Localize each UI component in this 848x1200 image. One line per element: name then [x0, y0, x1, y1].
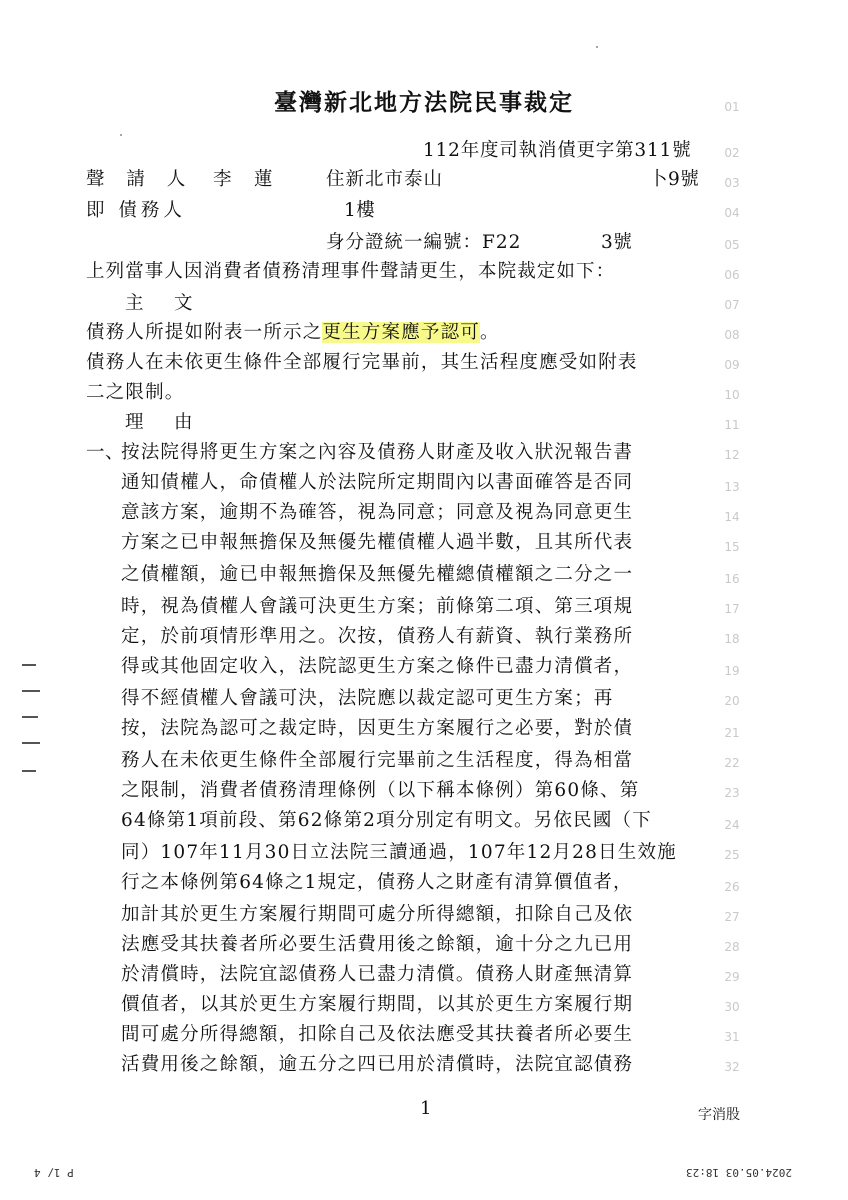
- reason-line: 行之本條例第64條之1規定，債務人之財產有清算價值者，: [121, 872, 633, 893]
- reason-line: 時，視為債權人會議可決更生方案；前條第二項、第三項規: [121, 596, 634, 617]
- reason-line: 得不經債權人會議可決，法院應以裁定認可更生方案；再: [121, 688, 614, 709]
- scan-speck: [120, 134, 122, 136]
- line-number: 26: [724, 880, 740, 894]
- line-number: 21: [724, 726, 740, 740]
- reason-line: 按，法院為認可之裁定時，因更生方案履行之必要，對於債: [121, 718, 634, 739]
- line-number: 23: [724, 786, 740, 800]
- binding-mark: [22, 770, 36, 772]
- line-number: 31: [724, 1030, 740, 1044]
- reason-line: 通知債權人，命債權人於法院所定期間內以書面確答是否同: [121, 472, 634, 493]
- reason-line: 價值者，以其於更生方案履行期間，以其於更生方案履行期: [121, 994, 634, 1015]
- line-number: 15: [724, 540, 740, 554]
- line-number: 16: [724, 572, 740, 586]
- reason-line: 活費用後之餘額，逾五分之四已用於清償時，法院宜認債務: [121, 1054, 634, 1075]
- reason-line: 得或其他固定收入，法院認更生方案之條件已盡力清償者，: [121, 656, 634, 677]
- applicant-label: 聲 請 人: [86, 169, 194, 190]
- binding-mark: [22, 664, 36, 666]
- fax-page-indicator: P 1/ 4: [34, 1166, 74, 1179]
- line-number: 20: [724, 694, 740, 708]
- binding-mark: [22, 690, 40, 692]
- id-number: 身分證統一編號：F22: [326, 232, 522, 253]
- address-line2: 1樓: [344, 200, 376, 221]
- ruling-item-2-line1: 債務人在未依更生條件全部履行完畢前，其生活程度應受如附表: [86, 352, 638, 373]
- reason-line: 方案之已申報無擔保及無優先權債權人過半數，且其所代表: [121, 532, 634, 553]
- reason-line: 於清償時，法院宜認債務人已盡力清償。債務人財產無清算: [121, 964, 634, 985]
- main-heading: 主 文: [125, 293, 199, 314]
- line-number: 25: [724, 848, 740, 862]
- line-number: 08: [724, 328, 740, 342]
- line-number: 30: [724, 1000, 740, 1014]
- reason-heading: 理 由: [125, 412, 199, 433]
- line-number: 14: [724, 510, 740, 524]
- ruling1-prefix: 債務人所提如附表一所示之: [86, 322, 323, 343]
- ruling1-highlight: 更生方案應予認可: [322, 322, 481, 343]
- address-suffix: 卜9號: [649, 169, 700, 190]
- reason-line: 之限制，消費者債務清理條例（以下稱本條例）第60條、第: [121, 780, 640, 801]
- applicant-name: 李 蓮: [213, 169, 275, 190]
- case-number: 112年度司執消債更字第311號: [423, 140, 692, 161]
- line-number: 27: [724, 910, 740, 924]
- reason-marker: 一、: [86, 442, 125, 463]
- reason-line: 按法院得將更生方案之內容及債務人財產及收入狀況報告書: [121, 442, 634, 463]
- page-number: 1: [420, 1098, 432, 1119]
- line-number: 05: [724, 238, 740, 252]
- address-line1: 住新北市泰山: [326, 169, 444, 190]
- id-suffix: 3號: [601, 232, 633, 253]
- line-number: 32: [724, 1060, 740, 1074]
- line-number: 19: [724, 664, 740, 678]
- binding-mark: [22, 716, 38, 718]
- line-number: 29: [724, 970, 740, 984]
- line-number: 11: [724, 418, 740, 432]
- line-number: 03: [724, 176, 740, 190]
- reason-line: 意該方案，逾期不為確答，視為同意；同意及視為同意更生: [121, 502, 634, 523]
- reason-line: 加計其於更生方案履行期間可處分所得總額，扣除自己及依: [121, 904, 634, 925]
- document-title: 臺灣新北地方法院民事裁定: [274, 89, 574, 116]
- fax-timestamp: 2024.05.03 18:23: [686, 1166, 792, 1179]
- scan-speck: [596, 46, 598, 48]
- line-number: 09: [724, 358, 740, 372]
- line-number: 06: [724, 268, 740, 282]
- ruling-item-2-line2: 二之限制。: [86, 382, 185, 403]
- reason-line: 間可處分所得總額，扣除自己及依法應受其扶養者所必要生: [121, 1024, 634, 1045]
- reason-line: 同）107年11月30日立法院三讀通過，107年12月28日生效施: [121, 842, 677, 863]
- clerk-unit: 字消股: [698, 1107, 740, 1123]
- reason-line: 法應受其扶養者所必要生活費用後之餘額，逾十分之九已用: [121, 934, 634, 955]
- line-number: 12: [724, 448, 740, 462]
- reason-line: 務人在未依更生條件全部履行完畢前之生活程度，得為相當: [121, 750, 634, 771]
- reason-line: 64條第1項前段、第62條第2項分別定有明文。另依民國（下: [121, 810, 652, 831]
- line-number: 18: [724, 632, 740, 646]
- line-number: 17: [724, 602, 740, 616]
- ruling1-end: 。: [480, 322, 500, 343]
- reason-line: 定，於前項情形準用之。次按，債務人有薪資、執行業務所: [121, 626, 634, 647]
- ruling-item-1: [86, 318, 500, 348]
- line-number: 02: [724, 146, 740, 160]
- intro-paragraph: 上列當事人因消費者債務清理事件聲請更生，本院裁定如下：: [86, 261, 616, 282]
- line-number: 22: [724, 756, 740, 770]
- line-number: 13: [724, 480, 740, 494]
- line-number: 10: [724, 388, 740, 402]
- line-number: 24: [724, 818, 740, 832]
- reason-line: 之債權額，逾已申報無擔保及無優先權總債權額之二分之一: [121, 564, 634, 585]
- debtor-label: 即 債務人: [86, 200, 186, 221]
- line-number: 28: [724, 940, 740, 954]
- line-number: 04: [724, 206, 740, 220]
- binding-mark: [22, 742, 40, 744]
- line-number: 01: [724, 100, 740, 114]
- line-number: 07: [724, 298, 740, 312]
